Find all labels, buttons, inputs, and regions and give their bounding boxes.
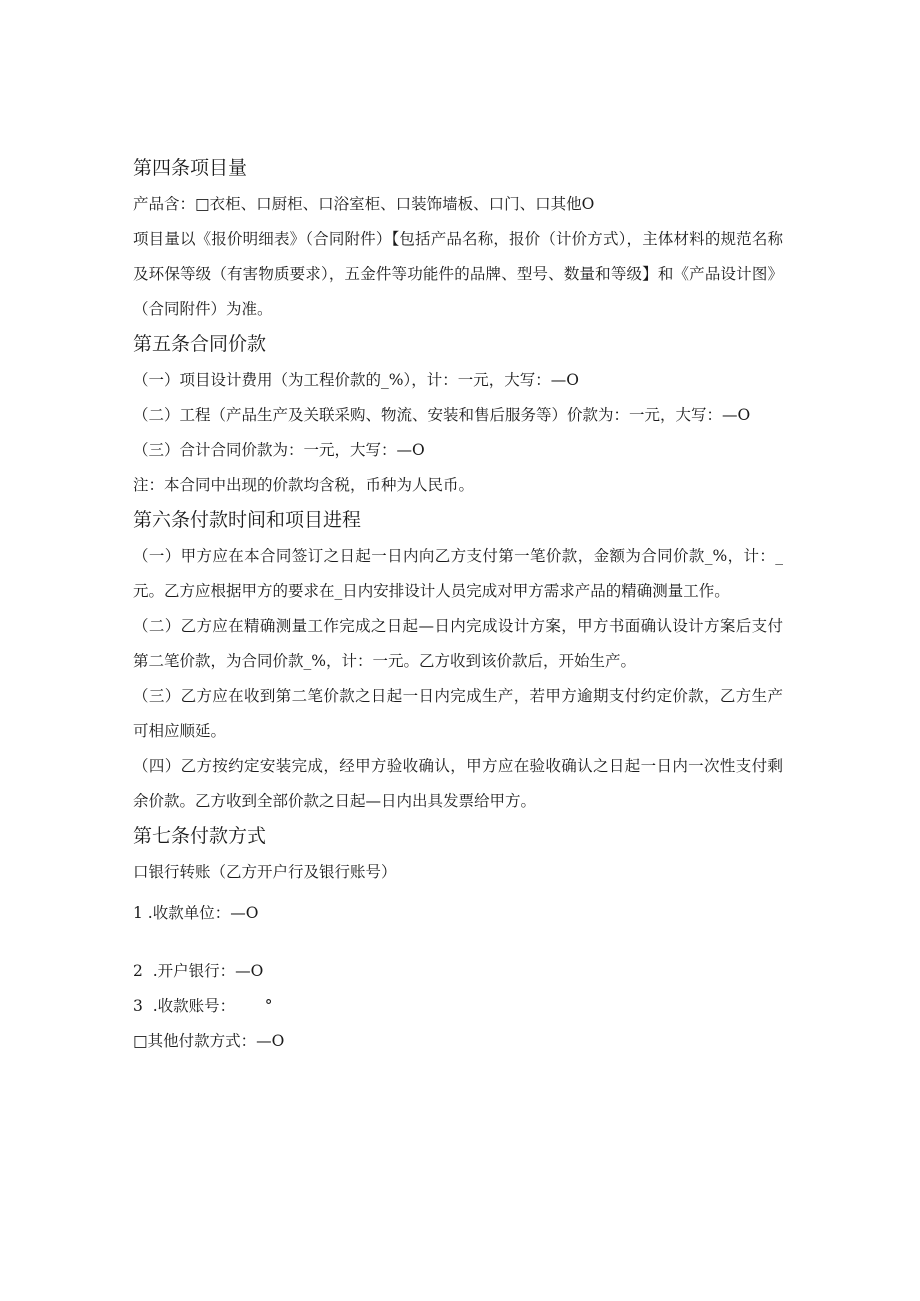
article-5-item-3: （三）合计合同价款为：一元，大写：—O: [133, 441, 425, 459]
article-5-item-2: （二）工程（产品生产及关联采购、物流、安装和售后服务等）价款为：一元，大写：—O: [133, 406, 751, 424]
article-4-scope-paragraph: 项目量以《报价明细表》（合同附件）【包括产品名称，报价（计价方式），主体材料的规范名称及环保等级（有害物质要求），五金件等功能件的品牌、型号、数量和等级】和《产品设计图》（合同附件）为准。: [133, 230, 783, 318]
article-6-item-3: （三）乙方应在收到第二笔价款之日起一日内完成生产，若甲方逾期支付约定价款，乙方生产可相应顺延。: [133, 687, 783, 740]
article-5-note: 注：本合同中出现的价款均含税，币种为人民币。: [133, 476, 475, 494]
article-6-item-2: （二）乙方应在精确测量工作完成之日起—日内完成设计方案，甲方书面确认设计方案后支付第二笔价款，为合同价款_%，计：一元。乙方收到该价款后，开始生产。: [133, 617, 783, 670]
article-4-products-line: 产品含：□衣柜、口厨柜、口浴室柜、口装饰墙板、口门、口其他O: [133, 195, 595, 213]
payment-bank-transfer-option: 口银行转账（乙方开户行及银行账号）: [133, 863, 397, 881]
line-spacer: [133, 937, 783, 954]
article-6-item-4: （四）乙方按约定安装完成，经甲方验收确认，甲方应在验收确认之日起一日内一次性支付剩余价款。乙方收到全部价款之日起—日内出具发票给甲方。: [133, 757, 783, 810]
payment-other-option: □其他付款方式：—O: [133, 1032, 285, 1050]
article-4-heading: 第四条项目量: [133, 157, 248, 179]
account-number-line: 3 .收款账号： °: [133, 997, 273, 1015]
contract-body: [133, 155, 783, 1059]
article-7-heading: 第七条付款方式: [133, 825, 267, 847]
article-5-item-1: （一）项目设计费用（为工程价款的_%），计：一元，大写：—O: [133, 371, 579, 389]
article-6-heading: 第六条付款时间和项目进程: [133, 509, 362, 531]
payee-name-line: 1 .收款单位：—O: [133, 904, 259, 922]
article-6-item-1: （一）甲方应在本合同签订之日起一日内向乙方支付第一笔价款，金额为合同价款_%，计：_元。乙方应根据甲方的要求在_日内安排设计人员完成对甲方需求产品的精确测量工作。: [133, 547, 783, 600]
bank-name-line: 2 .开户银行：—O: [133, 962, 264, 980]
article-5-heading: 第五条合同价款: [133, 333, 267, 355]
